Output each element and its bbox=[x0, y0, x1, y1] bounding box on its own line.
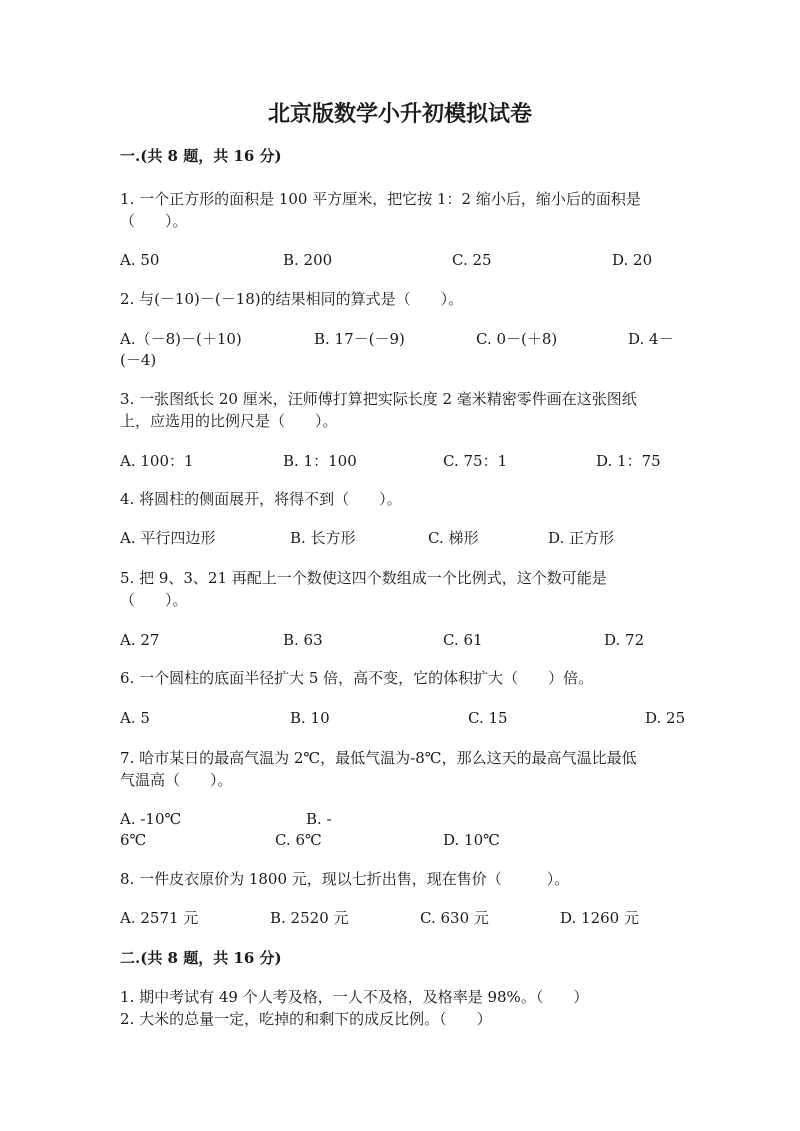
question-1-text-cont: （ ）。 bbox=[120, 212, 188, 230]
question-2-option-d: D. 4－ bbox=[628, 330, 674, 348]
question-5-text-cont: （ ）。 bbox=[120, 591, 188, 609]
question-2-option-d-wrap: (－4) bbox=[120, 351, 157, 369]
question-4-option-c: C. 梯形 bbox=[428, 529, 479, 547]
question-6-option-c: C. 15 bbox=[468, 709, 508, 727]
question-6-option-a: A. 5 bbox=[120, 709, 150, 727]
question-8-option-b: B. 2520 元 bbox=[270, 909, 349, 927]
question-1-option-c: C. 25 bbox=[452, 251, 492, 269]
question-3-option-a: A. 100：1 bbox=[120, 452, 194, 470]
question-4-option-a: A. 平行四边形 bbox=[120, 529, 216, 547]
question-7-option-d: D. 10℃ bbox=[443, 831, 500, 849]
question-8-option-a: A. 2571 元 bbox=[120, 909, 199, 927]
question-2-text: 2. 与(－10)－(－18)的结果相同的算式是（ ）。 bbox=[120, 290, 464, 308]
question-5-text: 5. 把 9、3、21 再配上一个数使这四个数组成一个比例式，这个数可能是 bbox=[120, 569, 607, 587]
question-1-option-d: D. 20 bbox=[612, 251, 653, 269]
question-4-option-b: B. 长方形 bbox=[290, 529, 356, 547]
question-6-text: 6. 一个圆柱的底面半径扩大 5 倍，高不变，它的体积扩大（ ）倍。 bbox=[120, 669, 594, 687]
question-7-option-b: B. - bbox=[306, 810, 332, 828]
section-1-heading: 一.(共 8 题，共 16 分) bbox=[120, 147, 282, 165]
question-3-text-cont: 上，应选用的比例尺是（ ）。 bbox=[120, 412, 338, 430]
question-8-text: 8. 一件皮衣原价为 1800 元，现以七折出售，现在售价（ ）。 bbox=[120, 870, 570, 888]
question-1-option-a: A. 50 bbox=[120, 251, 160, 269]
section-2-heading: 二.(共 8 题，共 16 分) bbox=[120, 949, 282, 967]
page-title: 北京版数学小升初模拟试卷 bbox=[267, 101, 532, 127]
judge-question-1-text: 1. 期中考试有 49 个人考及格，一人不及格，及格率是 98%。（ ） bbox=[120, 988, 589, 1006]
question-1-text: 1. 一个正方形的面积是 100 平方厘米，把它按 1：2 缩小后，缩小后的面积是 bbox=[120, 190, 641, 208]
question-6-option-d: D. 25 bbox=[645, 709, 686, 727]
question-5-option-c: C. 61 bbox=[443, 631, 483, 649]
question-6-option-b: B. 10 bbox=[290, 709, 330, 727]
question-2-option-b: B. 17－(－9) bbox=[314, 330, 405, 348]
question-7-option-b-wrap: 6℃ bbox=[120, 831, 147, 849]
question-7-text: 7. 哈市某日的最高气温为 2℃，最低气温为-8℃，那么这天的最高气温比最低 bbox=[120, 749, 637, 767]
question-4-option-d: D. 正方形 bbox=[548, 529, 615, 547]
question-3-option-b: B. 1：100 bbox=[283, 452, 357, 470]
question-8-option-c: C. 630 元 bbox=[420, 909, 489, 927]
question-3-text: 3. 一张图纸长 20 厘米，汪师傅打算把实际长度 2 毫米精密零件画在这张图纸 bbox=[120, 390, 637, 408]
question-5-option-b: B. 63 bbox=[283, 631, 323, 649]
question-5-option-a: A. 27 bbox=[120, 631, 160, 649]
question-3-option-d: D. 1：75 bbox=[596, 452, 661, 470]
question-4-text: 4. 将圆柱的侧面展开，将得不到（ ）。 bbox=[120, 490, 402, 508]
question-8-option-d: D. 1260 元 bbox=[560, 909, 639, 927]
question-5-option-d: D. 72 bbox=[604, 631, 645, 649]
question-7-text-cont: 气温高（ ）。 bbox=[120, 771, 233, 789]
question-1-option-b: B. 200 bbox=[283, 251, 333, 269]
question-3-option-c: C. 75：1 bbox=[443, 452, 508, 470]
question-2-option-a: A.（－8)－(＋10) bbox=[120, 330, 242, 348]
question-7-option-a: A. -10℃ bbox=[120, 810, 182, 828]
question-7-option-c: C. 6℃ bbox=[275, 831, 322, 849]
question-2-option-c: C. 0－(＋8) bbox=[476, 330, 558, 348]
judge-question-2-text: 2. 大米的总量一定，吃掉的和剩下的成反比例。（ ） bbox=[120, 1010, 492, 1028]
